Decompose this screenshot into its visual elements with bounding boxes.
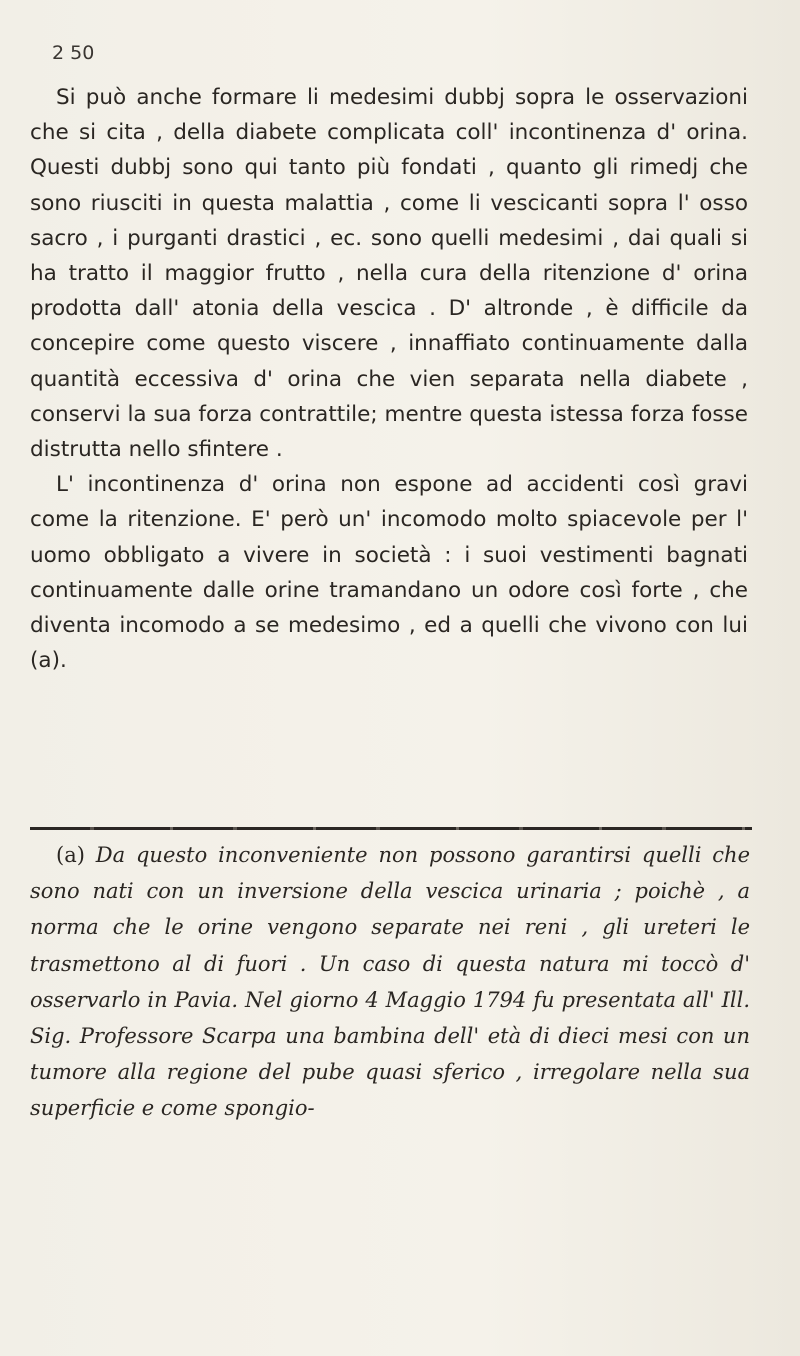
footnote-divider bbox=[30, 827, 752, 830]
paragraph: Si può anche formare li medesimi dubbj sopra le osservazioni che si cita , della diabete complicata coll' incontinenza d' orina. Questi dubbj sono qui tanto più fondati , quanto gli rimedj che sono riusciti in questa malattia , come li vescicanti sopra l' osso sacro , i purganti drastici , ec. sono quelli medesimi , dai quali si ha tratto il maggior frutto , nella cura della ritenzione d' orina prodotta dall' atonia della vescica . D' altronde , è difficile da concepire come questo viscere , innaffiato continuamente dalla quantità eccessiva d' orina che vien separata nella diabete , conservi la sua forza contrattile; mentre questa istessa forza fosse distrutta nello sfintere . bbox=[30, 85, 748, 463]
page-number: 2 50 bbox=[52, 42, 95, 64]
main-text bbox=[30, 80, 748, 678]
footnote bbox=[30, 837, 750, 1127]
footnote-text: Da questo inconveniente non possono garantirsi quelli che sono nati con un inversione della vescica urinaria ; poichè , a norma che le orine vengono separate nei reni , gli ureteri le trasmettono al di fuori . Un caso di questa natura mi toccò d' osservarlo in Pavia. Nel giorno 4 Maggio 1794 fu presentata all' Ill. Sig. Professore Scarpa una bambina dell' età di dieci mesi con un tumore alla regione del pube quasi sferico , irregolare nella sua superficie e come spongio- bbox=[30, 843, 750, 1121]
footnote-mark: (a) bbox=[56, 843, 85, 867]
paragraph: L' incontinenza d' orina non espone ad accidenti così gravi come la ritenzione. E' però un' incomodo molto spiacevole per l' uomo obbligato a vivere in società : i suoi vestimenti bagnati continuamente dalle orine tramandano un odore così forte , che diventa incomodo a se medesimo , ed a quelli che vivono con lui (a). bbox=[30, 472, 748, 674]
